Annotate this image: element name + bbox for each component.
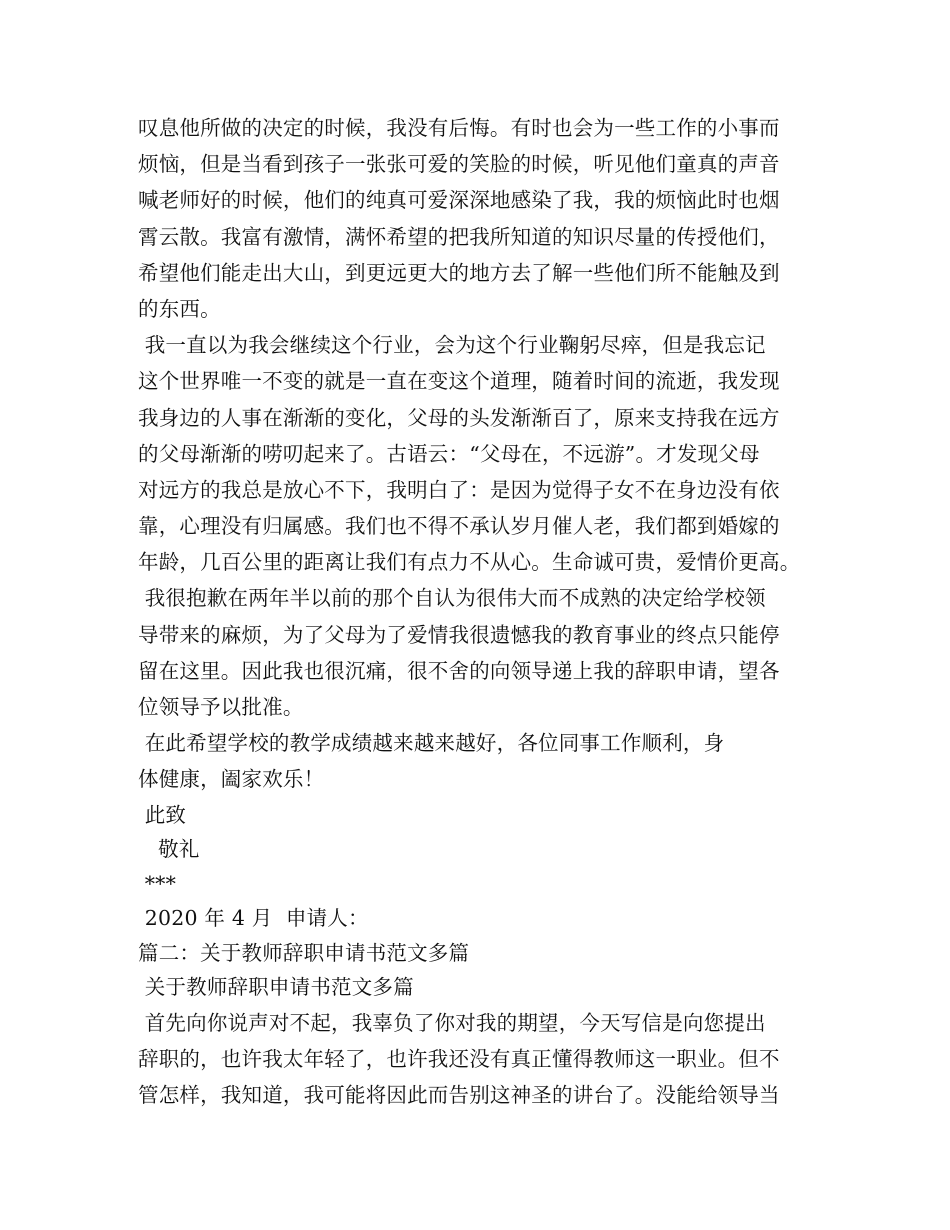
section-subheading: 关于教师辞职申请书范文多篇 — [138, 975, 414, 1000]
salutation-line: 此致 — [138, 802, 187, 827]
document-page — [138, 110, 838, 1113]
text-line: 希望他们能走出大山，到更远更大的地方去了解一些他们所不能触及到 — [138, 260, 780, 285]
date-line: 2020 年 4 月 申请人： — [138, 906, 369, 931]
text-line: 对远方的我总是放心不下，我明白了：是因为觉得子女不在身边没有依 — [138, 477, 780, 502]
salutation-line: 敬礼 — [138, 837, 200, 862]
text-line: 管怎样，我知道，我可能将因此而告别这神圣的讲台了。没能给领导当 — [138, 1082, 780, 1107]
text-line: 这个世界唯一不变的就是一直在变这个道理，随着时间的流逝，我发现 — [138, 369, 780, 394]
section-heading: 篇二：关于教师辞职申请书范文多篇 — [138, 940, 470, 965]
text-line: 首先向你说声对不起，我辜负了你对我的期望，今天写信是向您提出 — [138, 1010, 766, 1035]
text-line: 留在这里。因此我也很沉痛，很不舍的向领导递上我的辞职申请，望各 — [138, 658, 780, 683]
text-line: 位领导予以批准。 — [138, 695, 304, 719]
text-line: 我身边的人事在渐渐的变化，父母的头发渐渐百了，原来支持我在远方 — [138, 405, 780, 430]
text-line: 霄云散。我富有激情，满怀希望的把我所知道的知识尽量的传授他们， — [138, 224, 780, 249]
text-line: 的东西。 — [138, 296, 221, 321]
text-line: 导带来的麻烦，为了父母为了爱情我很遗憾我的教育事业的终点只能停 — [138, 622, 780, 647]
text-line: 体健康，阖家欢乐！ — [138, 767, 325, 792]
text-line: 我一直以为我会继续这个行业，会为这个行业鞠躬尽瘁，但是我忘记 — [138, 333, 766, 358]
text-line: 烦恼，但是当看到孩子一张张可爱的笑脸的时候，听见他们童真的声音 — [138, 152, 780, 177]
text-line: 年龄，几百公里的距离让我们有点力不从心。生命诚可贵，爱情价更高。 — [138, 550, 801, 575]
text-line: 靠，心理没有归属感。我们也不得不承认岁月催人老，我们都到婚嫁的 — [138, 514, 780, 539]
text-line: 叹息他所做的决定的时候，我没有后悔。有时也会为一些工作的小事而 — [138, 116, 780, 140]
text-line: 喊老师好的时候，他们的纯真可爱深深地感染了我，我的烦恼此时也烟 — [138, 188, 780, 213]
text-line: 在此希望学校的教学成绩越来越来越好，各位同事工作顺利，身 — [138, 731, 725, 756]
text-line: 辞职的，也许我太年轻了，也许我还没有真正懂得教师这一职业。但不 — [138, 1046, 780, 1071]
text-line: 的父母渐渐的唠叨起来了。古语云：“父母在，不远游”。才发现父母 — [138, 441, 760, 466]
text-line: 我很抱歉在两年半以前的那个自认为很伟大而不成熟的决定给学校领 — [138, 586, 766, 611]
signature-line: *** — [138, 871, 177, 896]
